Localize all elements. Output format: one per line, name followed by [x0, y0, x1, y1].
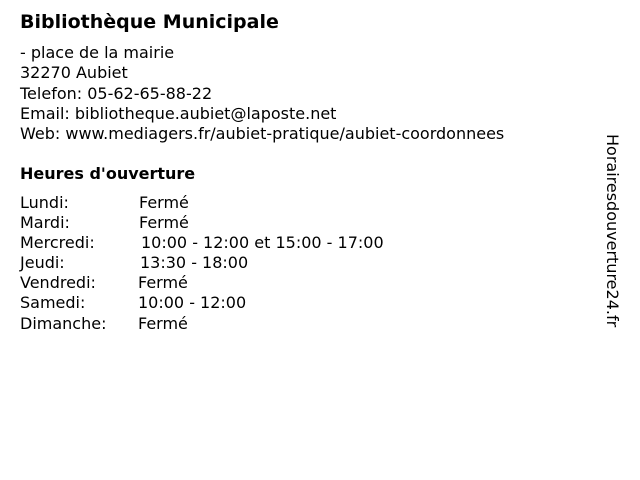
day-hours: Fermé	[138, 273, 188, 293]
hours-heading: Heures d'ouverture	[20, 164, 196, 183]
day-hours: 13:30 - 18:00	[140, 253, 249, 273]
contact-info	[20, 43, 504, 144]
phone-number: Telefon: 05-62-65-88-22	[20, 83, 213, 103]
watermark-text: Horairesdouverture24.fr	[603, 134, 622, 328]
hours-row-tuesday	[20, 213, 580, 233]
day-hours: 10:00 - 12:00 et 15:00 - 17:00	[141, 233, 384, 253]
day-label: Vendredi:	[20, 273, 96, 293]
day-label: Mardi:	[20, 213, 70, 233]
hours-row-friday	[20, 273, 580, 293]
day-label: Mercredi:	[20, 233, 95, 253]
day-hours: 10:00 - 12:00	[138, 293, 247, 313]
day-hours: Fermé	[139, 213, 189, 233]
address-city: 32270 Aubiet	[20, 63, 128, 83]
hours-row-sunday	[20, 314, 580, 334]
hours-row-saturday	[20, 293, 580, 313]
day-label: Samedi:	[20, 293, 86, 313]
day-label: Jeudi:	[20, 253, 65, 273]
hours-row-monday	[20, 193, 580, 213]
hours-row-thursday	[20, 253, 580, 273]
page-title: Bibliothèque Municipale	[20, 11, 279, 33]
website-link: Web: www.mediagers.fr/aubiet-pratique/aubiet-coordonnees	[20, 124, 505, 144]
day-hours: Fermé	[138, 313, 188, 333]
email-address: Email: bibliotheque.aubiet@laposte.net	[20, 103, 337, 123]
day-hours: Fermé	[139, 193, 189, 212]
hours-row-wednesday	[20, 233, 580, 253]
day-label: Lundi:	[20, 193, 69, 212]
address-street: - place de la mairie	[20, 43, 175, 62]
opening-hours-table	[20, 193, 580, 334]
day-label: Dimanche:	[20, 313, 107, 333]
